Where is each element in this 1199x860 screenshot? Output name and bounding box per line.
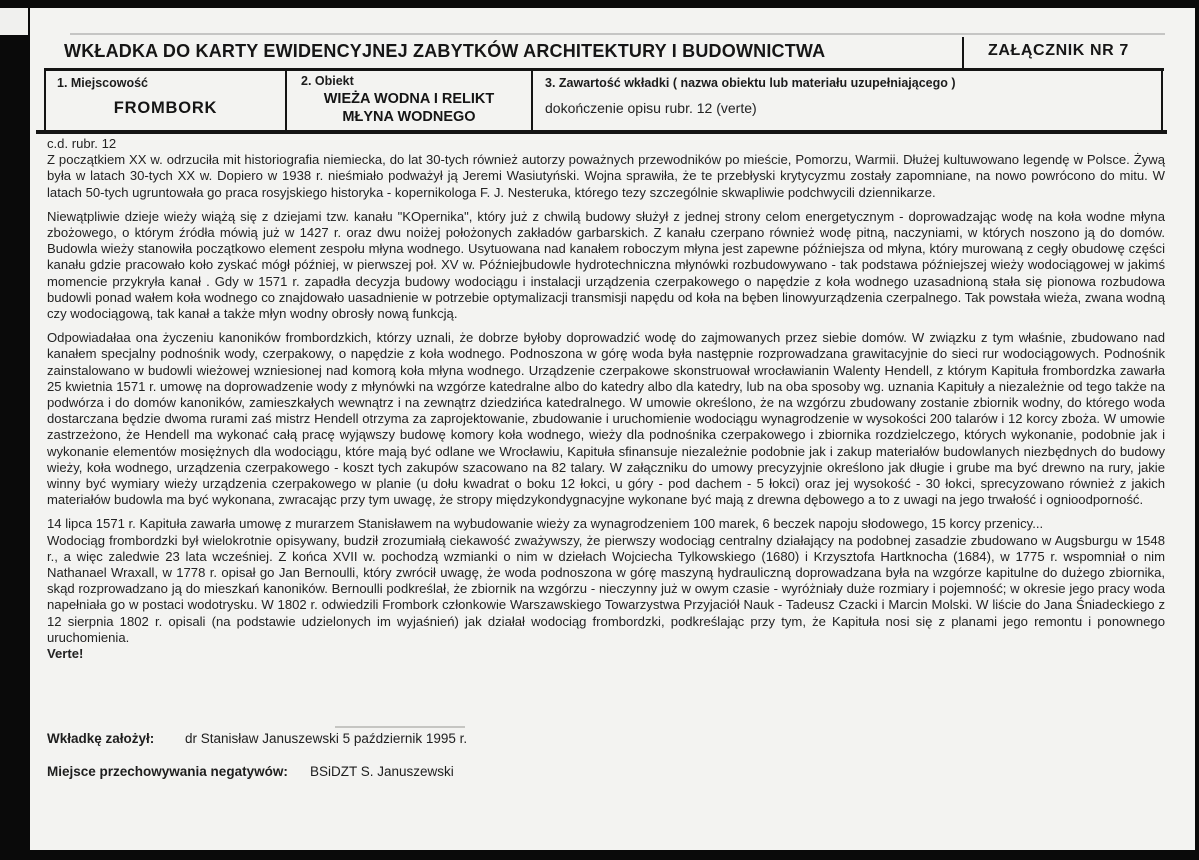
fields-border-right — [1161, 70, 1163, 131]
scan-edge-bottom — [0, 850, 1199, 860]
footer-founder-row — [47, 731, 468, 746]
scan-streak-small — [335, 726, 465, 728]
document-title: WKŁADKA DO KARTY EWIDENCYJNEJ ZABYTKÓW ARCHITEKTURY I BUDOWNICTWA — [64, 41, 826, 61]
paragraph-descriptions: Wodociąg frombordzki był wielokrotnie opisywany, budził zrozumiałą ciekawość zważywszy, że pierwszy wodociąg centralny działający na podobnej zasadzie zbudowano w Augsburgu w 1548 r., a więc zaledwie 23 lata wcześniej. Z końca XVII w. pochodzą wzmianki o nim w dziełach Wojciecha Tylkowskiego (1680) i Krzysztofa Hartknocha (1684), w 1775 r. wspomniał o nim Nathanael Wraxall, w 1778 r. opisał go Jan Bernoulli, który zwrócił uwagę, że woda podnoszona w górę maszyną hydrauliczną doprowadzana była na wzgórze kapitulne do dużego zbiornika, skąd rozprowadzano ją do mieszkań kanoników. Bernoulli podkreślał, że zbiornik na wzgórzu - nieczynny już w owym czasie - wyróżniały duże rozmiary i pojemność; w okresie jego pracy woda napełniała go w postaci wodotrysku. W 1802 r. odwiedzili Frombork członkowie Warszawskiego Towarzystwa Przyjaciół Nauk - Tadeusz Czacki i Marcin Molski. W liście do Jana Śniadeckiego z 12 sierpnia 1802 r. opisali (na podstawie udzielonych im wyjaśnień) jak działał wodociąg frombordzki, podkreślając przy tym, że Kapituła nosi się z planami jego remontu i ponownego uruchomienia. — [47, 532, 1165, 645]
fields-divider-2-3 — [531, 70, 533, 131]
field-object-value — [287, 90, 531, 126]
field-locality-value: FROMBORK — [113, 99, 218, 117]
scan-streak — [70, 33, 1165, 35]
body-text — [47, 136, 1165, 662]
negatives-value: BSiDZT S. Januszewski — [310, 764, 454, 779]
paragraph-historiography: Z początkiem XX w. odrzuciła mit historiografia niemiecka, do lat 30-tych również autorzy poważnych przewodników po mieście, Pomorzu, Warmii. Dłużej kultuwowano legendę w Polsce. Żywą była w latach 30-tych XX w. Dopiero w 1938 r. nieśmiało podważył ją Jeremi Wasiutyński. Wojna sprawiła, że te przebłyski krytycyzmu zostały zapomniane, na nowo powrócono do mitu. W latach 50-tych ugruntowała go praca rosyjskiego historyka - kopernikologa F. J. Nesteruka, którego tezy szczególnie skwapliwie podchwycili dziennikarze. — [47, 152, 1165, 200]
field-object-value-line1: WIEŻA WODNA I RELIKT — [323, 91, 495, 107]
verte-note: Verte! — [47, 646, 84, 662]
scan-edge-left — [0, 0, 30, 860]
continuation-label: c.d. rubr. 12 — [47, 136, 117, 151]
attachment-number-label: ZAŁĄCZNIK NR 7 — [988, 42, 1129, 59]
field-object-value-line2: MŁYNA WODNEGO — [342, 109, 476, 125]
founder-value: dr Stanisław Januszewski 5 październik 1995 r. — [185, 731, 468, 746]
paragraph-hendell-contract: Odpowiadałaa ona życzeniu kanoników frombordzkich, którzy uznali, że dobrze byłoby doprowadzić wodę do zajmowanych przez siebie domów. W związku z tym właśnie, zbudowano nad kanałem specjalny podnośnik wody, czerpakowy, o napędzie z koła wodnego. Podnoszona w górę woda była następnie rozprowadzana grawitacyjnie do sieci rur wodociągowych. Podnośnik zainstalowano w budowli wieżowej wzniesionej nad komorą koła młyna wodnego. Urządzenie czerpakowe skonstruował wrocławianin Walenty Hendell, z którym Kapituła frombordzka zawarła 25 kwietnia 1571 r. umowę na doprowadzenie wody z młynówki na wzgórze katedralne albo do katedry albo dla katedry, lub na oba sposoby wg. uznania Kapituły a niezależnie od tego także na podwórza i do domów kanoników, zamieszkałych wewnątrz i na zewnątrz dziedzińca katedralnego. W umowie określono, że na wzgórzu zbudowany zostanie zbiornik wodny, do którego woda dostarczana będzie dwoma rurami zaś mistrz Hendell otrzyma za zaprojektowanie, zbudowanie i uruchomienie wodociągu wynagrodzenie w wysokości 200 talarów i 12 korcy zboża. W umowie zastrzeżono, że Hendell ma wykonać całą pracę wyjąwszy budowę komory koła wodnego, wieży dla podnośnika czerpakowego i zbiornika rozdzielczego, których wykonanie, podobnie jak i wykonanie elementów mosiężnych dla wodociągu, które mają być odlane we Wrocławiu, Kapituła sfinansuje niezależnie podobnie jak i zakup materiałów budowlanych niezbędnych do budowy wieży, koła wodnego, urządzenia czerpakowego - koszt tych zakupów szacowano na 82 talary. W załączniku do umowy precyzyjnie określono jak długie i grube ma być drewno na rury, jakie winny być wymiary wieży urządzenia czerpakowego w planie (u dołu kwadrat o boku 12 łokci, u góry - pod dachem - 5 łokci) oraz jej wysokość - 30 łokci, sprecyzowano również z jakich materiałów budowla ma być wykonana, zwracając przy tym uwagę, że stropy międzykondygnacyjne wykonane być mają z drewna dębowego a to z uwagi na jego trwałość i ognioodporność. — [47, 330, 1165, 508]
header-thick-rule — [36, 130, 1167, 134]
header-divider — [962, 37, 964, 68]
paragraph-mason-contract: 14 lipca 1571 r. Kapituła zawarła umowę z murarzem Stanisławem na wybudowanie wieży za wynagrodzeniem 100 marek, 6 beczek napoju słodowego, 15 korcy przenicy... — [47, 516, 1044, 532]
field-object-label: 2. Obiekt — [301, 74, 354, 88]
footer-negatives-row — [47, 764, 454, 779]
field-locality-label: 1. Miejscowość — [57, 76, 149, 90]
scan-edge-right — [1195, 0, 1199, 860]
field-contents-label: 3. Zawartość wkładki ( nazwa obiektu lub materiału uzupełniającego ) — [545, 76, 956, 90]
scan-corner-notch — [0, 8, 28, 35]
scan-edge-top — [0, 0, 1199, 8]
founder-label: Wkładkę założył: — [47, 731, 155, 746]
negatives-label: Miejsce przechowywania negatywów: — [47, 764, 288, 779]
title-underline — [44, 68, 1164, 71]
paragraph-canal-history: Niewątpliwie dzieje wieży wiążą się z dziejami tzw. kanału "KOpernika", który już z chwilą budowy służył z jednej strony celom energetycznym - doprowadzając wodę na koła wodne młyna zbożowego, o którym źródła mówią już w 1427 r. oraz dwu noiżej położonych zakładów garbarskich. Z kanału czerpano również wodę pitną, naczyniami, w których noszono ją do domów. Budowla wieży stanowiła początkowo element zespołu młyna wodnego. Usytuowana nad kanałem roboczym młyna jest zapewne późniejsza od młyna, który murowaną z cegły obudowę części kanału gdzie pracowało koło zyskać mógł później, w pierwszej poł. XV w. Późniejbudowle hydrotechniczna młynówki rozbudowywano - tak podstawa późniejszej wieży wodociągowej w jakimś momencie przykryła kanał . Gdy w 1571 r. zapadła decyzja budowy wodociągu i instalacji urządzenia czerpakowego o napędzie z koła wodnego uzasadnioną stała się pionowa rozbudowa budowli ponad wałem koła wodnego co znajdowało uasadnienie w potrzebie optymalizacji transmisji napędu od koła na bęben linowyurządzenia czerpalnego. Tak powstała wieża, zwana wodną czy wodociągową, tak kanał a także młyn wodny obrosły nową funkcją. — [47, 208, 1165, 322]
field-contents-value: dokończenie opisu rubr. 12 (verte) — [545, 100, 757, 116]
